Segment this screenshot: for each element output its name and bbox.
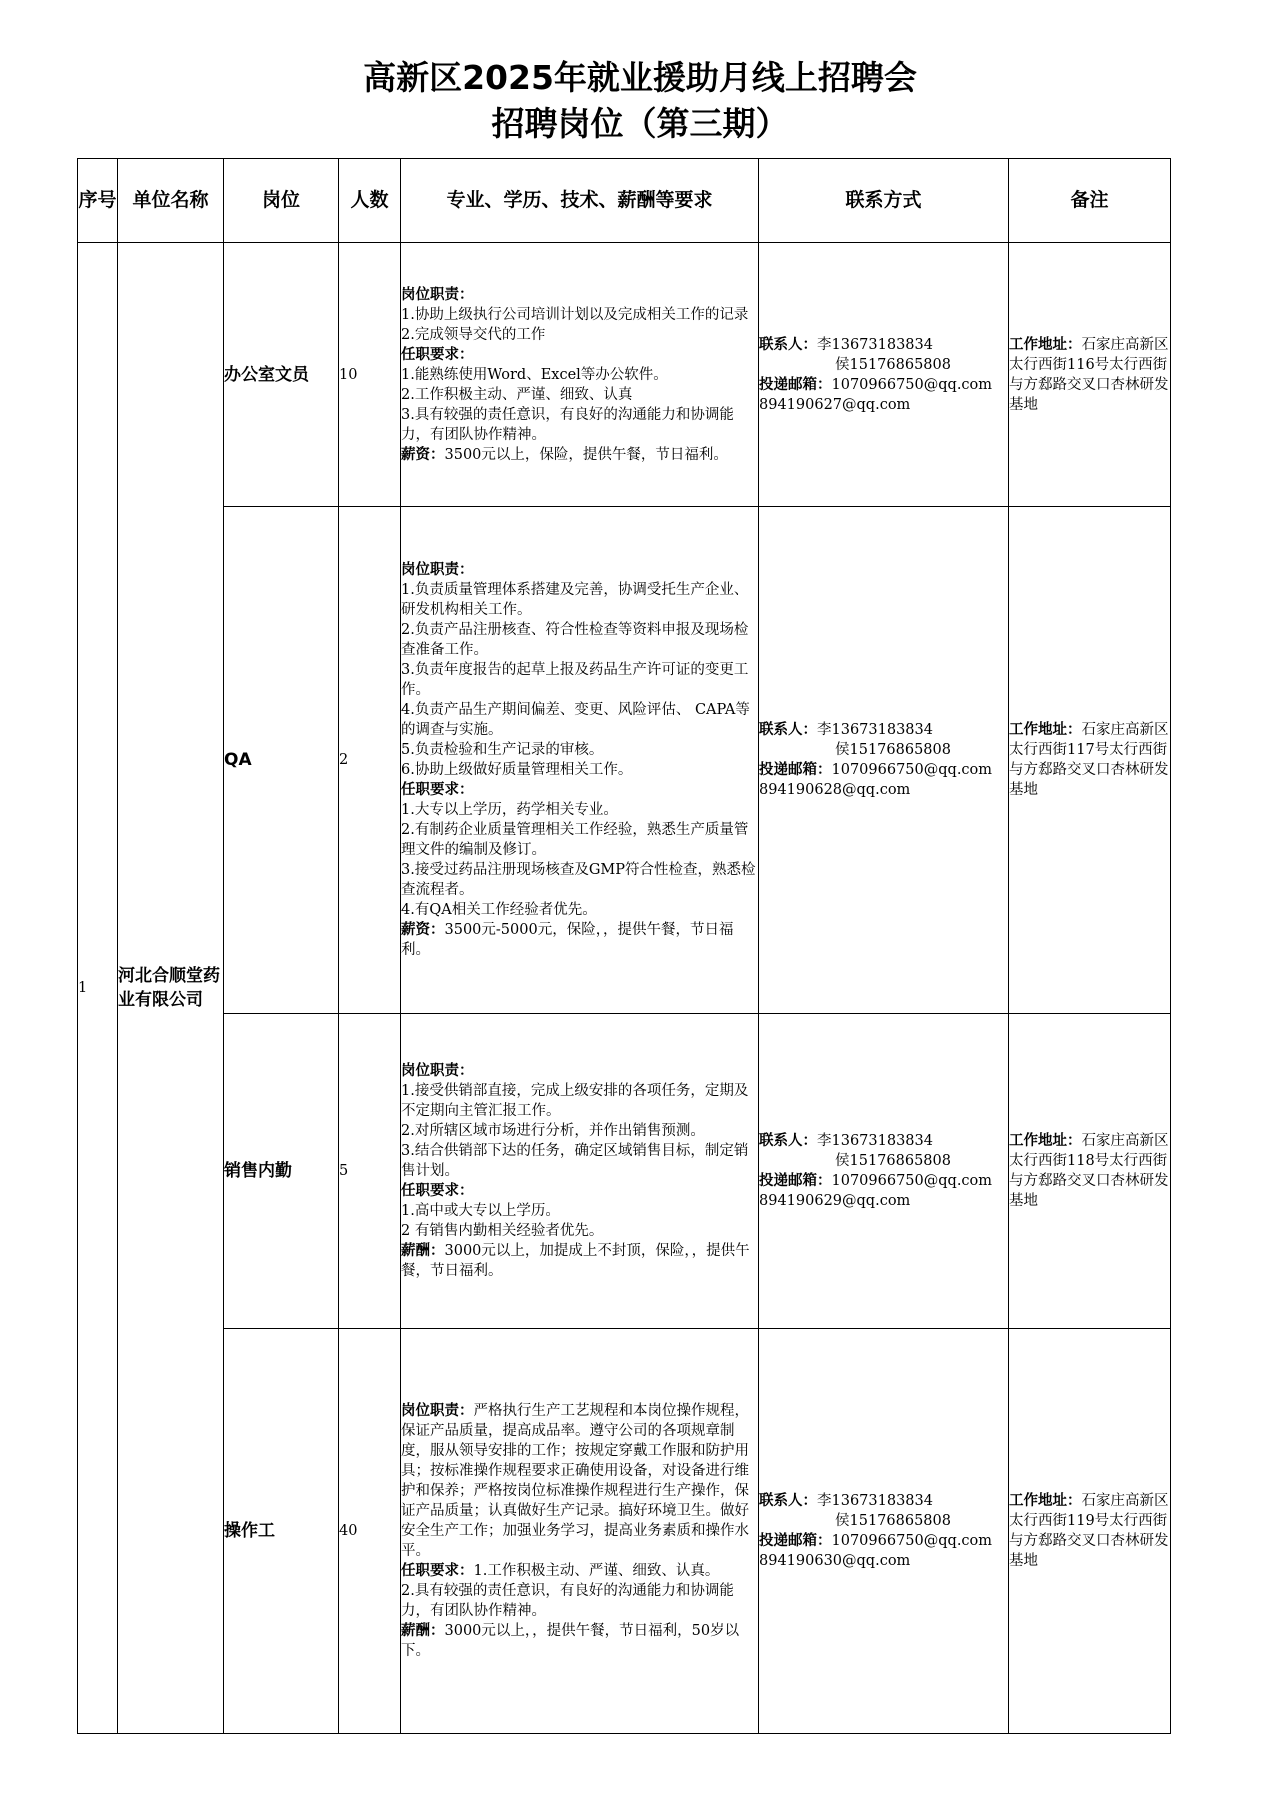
contact-label: 联系人：	[759, 336, 817, 353]
contact-label: 联系人：	[759, 722, 817, 738]
contact-phone-1: 李13673183834	[817, 722, 933, 738]
duty-label: 岗位职责：	[401, 1403, 474, 1419]
email-1: 1070966750@qq.com	[831, 1533, 993, 1549]
job-count: 10	[339, 243, 401, 507]
header-row	[78, 159, 1171, 243]
duty-label: 岗位职责：	[401, 562, 474, 578]
job-requirements	[401, 243, 759, 507]
contact-label: 联系人：	[759, 1493, 817, 1509]
table-row	[78, 507, 1171, 1014]
jobs-table	[77, 158, 1171, 1734]
requirement-item: 1.能熟练使用Word、Excel等办公软件。	[401, 366, 668, 383]
requirement-item: 1.大专以上学历，药学相关专业。	[401, 802, 618, 818]
contact-phone-2: 侯15176865808	[835, 356, 951, 373]
job-position: QA	[224, 507, 339, 1014]
row-index: 1	[78, 243, 118, 1734]
requirement-item: 3.接受过药品注册现场核查及GMP符合性检查，熟悉检查流程者。	[401, 862, 756, 898]
duty-item: 2.对所辖区域市场进行分析，并作出销售预测。	[401, 1123, 705, 1139]
address-text: 石家庄高新区太行西街119号太行西街与方郄路交叉口杏林研发基地	[1009, 1493, 1169, 1569]
requirement-item: 1.工作积极主动、严谨、细致、认真。	[473, 1563, 720, 1579]
requirement-item: 4.有QA相关工作经验者优先。	[401, 902, 597, 918]
salary-text: 3000元以上，，提供午餐，节日福利，50岁以下。	[401, 1623, 740, 1659]
email-1: 1070966750@qq.com	[831, 376, 993, 393]
job-requirements	[401, 1329, 759, 1734]
email-2: 894190627@qq.com	[759, 396, 911, 413]
duty-item: 1.协助上级执行公司培训计划以及完成相关工作的记录	[401, 306, 749, 323]
duty-item: 1.负责质量管理体系搭建及完善，协调受托生产企业、研发机构相关工作。	[401, 582, 749, 618]
header-company: 单位名称	[118, 159, 224, 243]
duty-item: 2.完成领导交代的工作	[401, 326, 546, 343]
salary-text: 3500元以上，保险，提供午餐，节日福利。	[444, 446, 728, 463]
duty-label: 岗位职责：	[401, 1063, 474, 1079]
job-count: 40	[339, 1329, 401, 1734]
job-note	[1009, 243, 1171, 507]
salary-label: 薪酬：	[401, 1243, 445, 1259]
job-requirements	[401, 1014, 759, 1329]
email-label: 投递邮箱：	[759, 376, 832, 393]
duty-text: 严格执行生产工艺规程和本岗位操作规程，保证产品质量，提高成品率。遵守公司的各项规章制度，服从领导安排的工作；按规定穿戴工作服和防护用具；按标准操作规程要求正确使用设备，对设备进行维护和保养；严格按岗位标准操作规程进行生产操作，保证产品质量；认真做好生产记录。搞好环境卫生。做好安全生产工作；加强业务学习，提高业务素质和操作水平。	[401, 1403, 749, 1559]
salary-label: 薪资：	[401, 446, 445, 463]
duty-item: 6.协助上级做好质量管理相关工作。	[401, 762, 633, 778]
duty-item: 4.负责产品生产期间偏差、变更、风险评估、 CAPA等的调查与实施。	[401, 702, 750, 738]
job-contact	[759, 243, 1009, 507]
table-row	[78, 1014, 1171, 1329]
salary-text: 3000元以上，加提成上不封顶，保险，，提供午餐，节日福利。	[401, 1243, 750, 1279]
contact-phone-1: 李13673183834	[817, 1493, 933, 1509]
address-label: 工作地址：	[1009, 722, 1082, 738]
header-contact: 联系方式	[759, 159, 1009, 243]
requirement-label: 任职要求：	[401, 1563, 474, 1579]
requirement-item: 2.具有较强的责任意识，有良好的沟通能力和协调能力，有团队协作精神。	[401, 1583, 734, 1619]
job-position: 办公室文员	[224, 243, 339, 507]
document-subtitle: 招聘岗位（第三期）	[491, 104, 789, 143]
job-count: 2	[339, 507, 401, 1014]
contact-phone-2: 侯15176865808	[835, 1513, 951, 1529]
job-count: 5	[339, 1014, 401, 1329]
address-text: 石家庄高新区太行西街118号太行西街与方郄路交叉口杏林研发基地	[1009, 1133, 1169, 1209]
document-title: 高新区2025年就业援助月线上招聘会	[363, 58, 917, 97]
salary-label: 薪资：	[401, 922, 445, 938]
contact-phone-1: 李13673183834	[817, 336, 933, 353]
email-2: 894190629@qq.com	[759, 1193, 911, 1209]
address-text: 石家庄高新区太行西街117号太行西街与方郄路交叉口杏林研发基地	[1009, 722, 1169, 798]
duty-item: 3.结合供销部下达的任务，确定区域销售目标，制定销售计划。	[401, 1143, 749, 1179]
job-position: 操作工	[224, 1329, 339, 1734]
requirement-item: 3.具有较强的责任意识，有良好的沟通能力和协调能力，有团队协作精神。	[401, 406, 734, 443]
duty-item: 5.负责检验和生产记录的审核。	[401, 742, 604, 758]
job-note	[1009, 1014, 1171, 1329]
table-row	[78, 243, 1171, 507]
contact-phone-1: 李13673183834	[817, 1133, 933, 1149]
requirement-label: 任职要求：	[401, 1183, 474, 1199]
job-contact	[759, 507, 1009, 1014]
address-label: 工作地址：	[1009, 1493, 1082, 1509]
header-index: 序号	[78, 159, 118, 243]
requirement-item: 2.工作积极主动、严谨、细致、认真	[401, 386, 633, 403]
company-name: 河北合顺堂药业有限公司	[118, 243, 224, 1734]
duty-item: 3.负责年度报告的起草上报及药品生产许可证的变更工作。	[401, 662, 749, 698]
email-label: 投递邮箱：	[759, 1173, 832, 1189]
requirement-label: 任职要求：	[401, 346, 474, 363]
address-label: 工作地址：	[1009, 336, 1082, 353]
job-contact	[759, 1329, 1009, 1734]
job-requirements	[401, 507, 759, 1014]
header-count: 人数	[339, 159, 401, 243]
address-label: 工作地址：	[1009, 1133, 1082, 1149]
requirement-label: 任职要求：	[401, 782, 474, 798]
duty-item: 1.接受供销部直接，完成上级安排的各项任务，定期及不定期向主管汇报工作。	[401, 1083, 749, 1119]
email-2: 894190628@qq.com	[759, 782, 911, 798]
salary-text: 3500元-5000元，保险，，提供午餐，节日福利。	[401, 922, 734, 958]
salary-label: 薪酬：	[401, 1623, 445, 1639]
email-label: 投递邮箱：	[759, 1533, 832, 1549]
email-label: 投递邮箱：	[759, 762, 832, 778]
contact-label: 联系人：	[759, 1133, 817, 1149]
header-requirements: 专业、学历、技术、薪酬等要求	[401, 159, 759, 243]
requirement-item: 2.有制药企业质量管理相关工作经验，熟悉生产质量管理文件的编制及修订。	[401, 822, 749, 858]
contact-phone-2: 侯15176865808	[835, 742, 951, 758]
job-position: 销售内勤	[224, 1014, 339, 1329]
address-text: 石家庄高新区太行西街116号太行西街与方郄路交叉口杏林研发基地	[1009, 336, 1169, 413]
duty-item: 2.负责产品注册核查、符合性检查等资料申报及现场检查准备工作。	[401, 622, 749, 658]
duty-label: 岗位职责：	[401, 286, 474, 303]
table-row	[78, 1329, 1171, 1734]
email-2: 894190630@qq.com	[759, 1553, 911, 1569]
email-1: 1070966750@qq.com	[831, 762, 993, 778]
job-note	[1009, 1329, 1171, 1734]
job-note	[1009, 507, 1171, 1014]
header-position: 岗位	[224, 159, 339, 243]
email-1: 1070966750@qq.com	[831, 1173, 993, 1189]
requirement-item: 1.高中或大专以上学历。	[401, 1203, 560, 1219]
requirement-item: 2 有销售内勤相关经验者优先。	[401, 1223, 604, 1239]
contact-phone-2: 侯15176865808	[835, 1153, 951, 1169]
job-contact	[759, 1014, 1009, 1329]
header-note: 备注	[1009, 159, 1171, 243]
